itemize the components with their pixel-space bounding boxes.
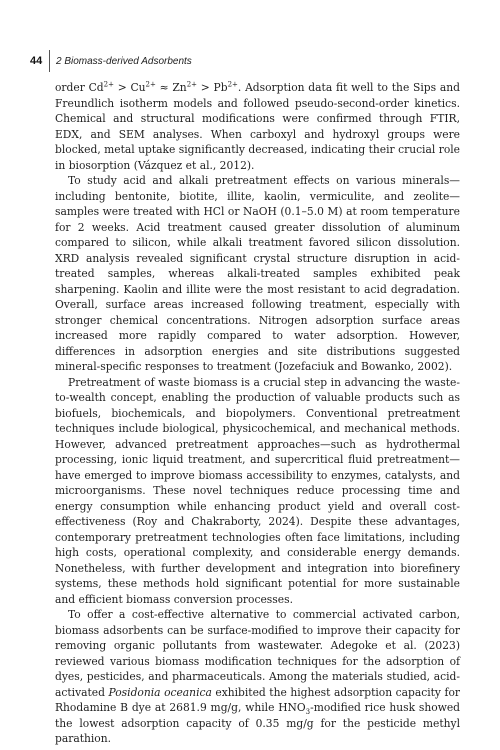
paragraph xyxy=(55,173,460,375)
chapter-title: 2 Biomass-derived Adsorbents xyxy=(56,55,192,67)
italic-term: Posidonia oceanica xyxy=(108,685,212,699)
superscript: 2+ xyxy=(227,80,238,89)
superscript: 2+ xyxy=(103,80,114,89)
text-run: order Cd xyxy=(55,81,104,94)
paragraph xyxy=(55,607,460,747)
header-divider xyxy=(49,50,50,72)
page-number: 44 xyxy=(30,55,43,67)
running-head xyxy=(30,49,192,73)
text-run: ≈ Zn xyxy=(155,81,187,94)
text-run: To study acid and alkali pretreatment effects on various minerals—including bentonite, biotite, illite, kaolin, vermiculite, and zeolite—samples were treated with HCl or NaOH (0.1–5.0 M) at room temperature for 2 weeks. Acid treatment caused greater dissolution of aluminum compared to silicon, while alkali treatment favored silicon dissolution. XRD analysis revealed significant crystal structure disruption in acid-treated samples, whereas alkali-treated samples exhibited peak sharpening. Kaolin and illite were the most resistant to acid degradation. Overall, surface areas increased following treatment, especially with stronger chemical concentrations. Nitrogen adsorption surface areas increased more rapidly compared to water adsorption. However, differences in adsorption energies and site distributions suggested mineral-specific responses to treatment (Jozefaciuk and Bowanko, 2002). xyxy=(55,174,460,373)
superscript: 2+ xyxy=(186,80,198,89)
paragraph xyxy=(55,375,460,608)
subscript: 3 xyxy=(305,708,311,717)
text-run: exhibited the highest adsorption capacity for Rhodamine B dye at 2681.9 mg/g, while HNO xyxy=(55,685,460,714)
text-run: Pretreatment of waste biomass is a crucial step in advancing the waste-to-wealth concept, enabling the production of valuable products such as biofuels, biochemicals, and biopolymers. Conventional pretreatment techniques include biological, physicochemical, and mechanical methods. However, advanced pretreatment approaches—such as hydrothermal processing, ionic liquid treatment, and supercritical fluid pretreatment—have emerged to improve biomass accessibility to enzymes, catalysts, and microorganisms. These novel techniques reduce processing time and energy consumption while enhancing product yield and overall cost-effectiveness (Roy and Chakraborty, 2024). Despite these advantages, contemporary pretreatment technologies often face limitations, including high costs, operational complexity, and considerable energy demands. Nonetheless, with further development and integration into biorefinery systems, these methods hold significant potential for more sustainable and efficient biomass conversion processes. xyxy=(55,375,460,606)
body-text xyxy=(55,80,460,747)
text-run: . Adsorption data fit well to the Sips and Freundlich isotherm models and followed pseudo-second-order kinetics. Chemical and structural modifications were confirmed through FTIR, EDX, and SEM analyses. When carboxyl and hydroxyl groups were blocked, metal uptake significantly decreased, indicating their crucial role in biosorption (Vázquez et al., 2012). xyxy=(55,81,460,172)
superscript: 2+ xyxy=(145,80,156,89)
text-run: > Cu xyxy=(113,81,146,94)
text-run: -modified rice husk showed the lowest adsorption capacity of 0.35 mg/g for the pesticide methyl parathion. xyxy=(55,701,461,745)
text-run: To offer a cost-effective alternative to commercial activated carbon, biomass adsorbents can be surface-modified to improve their capacity for removing organic pollutants from wastewater. Adegoke et al. (2023) reviewed various biomass modification techniques for the adsorption of dyes, pesticides, and pharmaceuticals. Among the materials studied, acid-activated xyxy=(55,608,460,699)
text-run: > Pb xyxy=(197,81,228,94)
paragraph xyxy=(55,80,460,173)
